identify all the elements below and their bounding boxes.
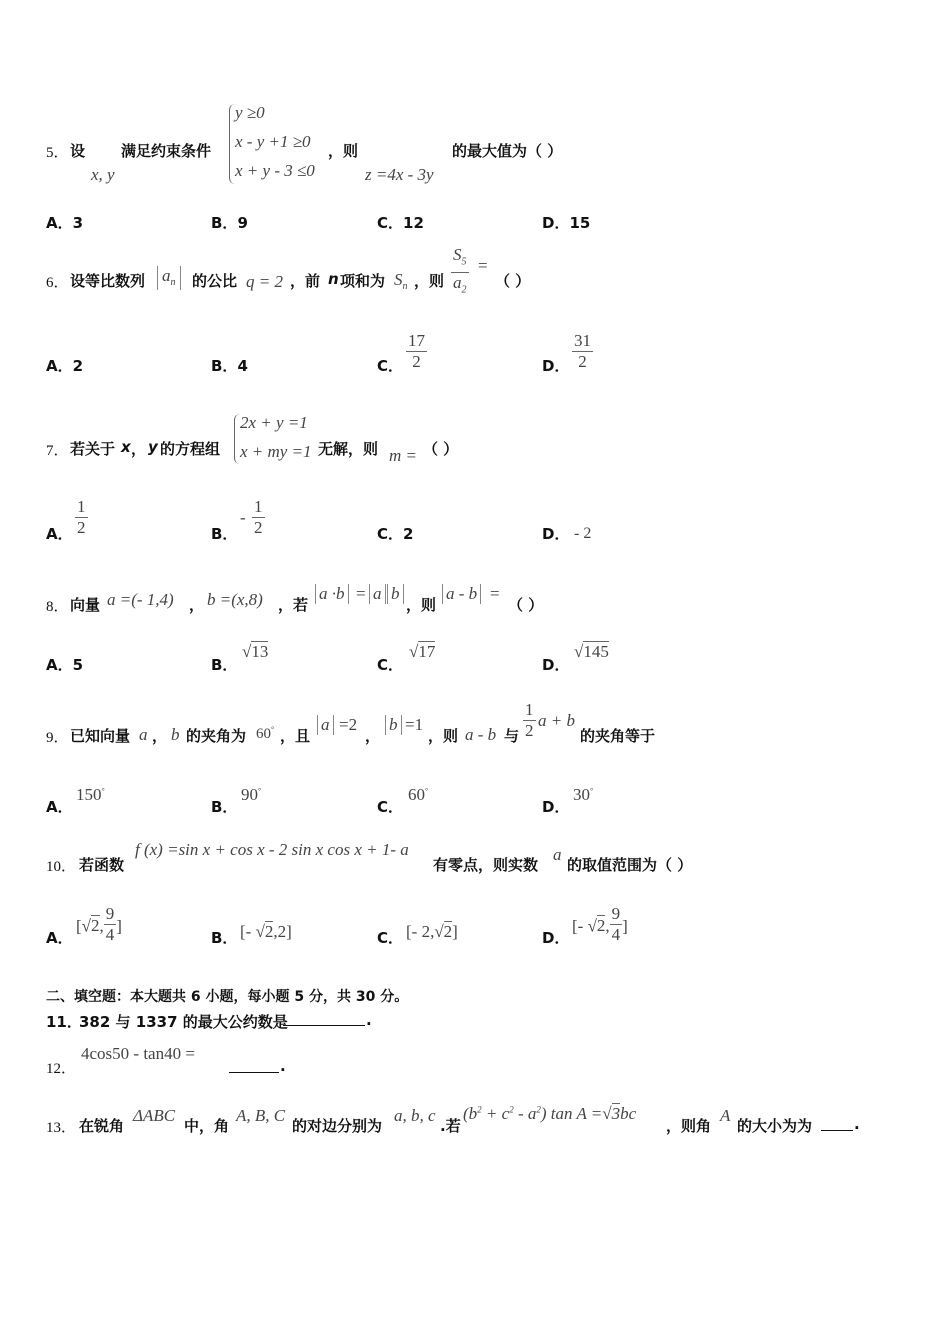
option-c[interactable]: C． bbox=[377, 798, 404, 816]
option-d[interactable]: D． bbox=[542, 656, 570, 674]
option-c[interactable]: C．2 bbox=[377, 525, 414, 543]
question-text: 无解，则 bbox=[318, 440, 379, 458]
equals: = bbox=[478, 256, 488, 275]
option-c[interactable]: C． bbox=[377, 656, 404, 674]
vector-a: a bbox=[139, 725, 148, 744]
option-a[interactable]: A． bbox=[46, 525, 73, 543]
option-c-interval: [- 2,√2] bbox=[406, 922, 458, 941]
question-text: 的夹角为 bbox=[186, 727, 247, 745]
equation-2: x + my =1 bbox=[240, 442, 312, 461]
option-a[interactable]: A．2 bbox=[46, 357, 84, 375]
question-number: 12． bbox=[46, 1061, 77, 1077]
vector-b: b bbox=[171, 725, 180, 744]
question-text: 有零点，则实数 bbox=[433, 856, 539, 874]
option-d[interactable]: D． bbox=[542, 357, 570, 375]
option-a-value: 150° bbox=[76, 785, 105, 804]
option-c[interactable]: C．12 bbox=[377, 214, 424, 232]
option-d-fraction: $\frac{31}{2}$ bbox=[574, 331, 591, 371]
norm-a: a bbox=[317, 715, 334, 735]
option-a[interactable]: A． bbox=[46, 798, 73, 816]
sides: a, b, c bbox=[394, 1106, 436, 1125]
option-c-sqrt: √17 bbox=[409, 642, 436, 661]
option-d[interactable]: D． bbox=[542, 525, 570, 543]
option-b[interactable]: B． bbox=[211, 525, 238, 543]
function-expression: f (x) =sin x + cos x - 2 sin x cos x + 1- a bbox=[135, 840, 409, 859]
option-c-fraction: $\frac{17}{2}$ bbox=[408, 331, 425, 371]
question-text: 在锐角 bbox=[79, 1117, 125, 1135]
option-d[interactable]: D． bbox=[542, 798, 570, 816]
equals: = bbox=[356, 584, 366, 603]
option-c-value: 60° bbox=[408, 785, 429, 804]
equals: = bbox=[490, 584, 500, 603]
norm-b: b bbox=[387, 584, 404, 604]
question-text: ， bbox=[131, 440, 147, 458]
question-text: ，前 bbox=[290, 272, 321, 290]
question-text: ， bbox=[365, 727, 381, 745]
option-b[interactable]: B． bbox=[211, 798, 238, 816]
norm-b: b bbox=[385, 715, 402, 735]
question-number: 13． bbox=[46, 1120, 77, 1136]
question-text: ，则 bbox=[328, 142, 359, 160]
question-text: 的对边分别为 bbox=[292, 1117, 383, 1135]
option-d-value: 30° bbox=[573, 785, 594, 804]
ratio-fraction: $\frac{S_5}{a_2}$ bbox=[453, 245, 467, 296]
norm-a-value: =2 bbox=[339, 715, 358, 734]
question-text: （ ） bbox=[423, 440, 459, 458]
option-b[interactable]: B．4 bbox=[211, 357, 248, 375]
answer-blank[interactable] bbox=[229, 1058, 279, 1073]
question-text: ， bbox=[152, 727, 168, 745]
question-text: x bbox=[121, 438, 131, 456]
option-d[interactable]: D．15 bbox=[542, 214, 591, 232]
option-a[interactable]: A．5 bbox=[46, 656, 84, 674]
option-b[interactable]: B． bbox=[211, 656, 238, 674]
partial-sum: $S_n$ bbox=[394, 270, 408, 293]
option-b-sqrt: √13 bbox=[242, 642, 269, 661]
condition-equation: $(b^2 + c^2 - a^2)$ tan A =√3bc bbox=[463, 1104, 637, 1123]
question-text: 的大小为为 bbox=[737, 1117, 813, 1135]
question-text: 的取值范围为（ ） bbox=[567, 856, 693, 874]
question-text: （ ） bbox=[495, 272, 531, 290]
option-c[interactable]: C． bbox=[377, 929, 404, 947]
option-d-sqrt: √145 bbox=[574, 642, 609, 661]
objective-function: z =4x - 3y bbox=[365, 165, 434, 184]
norm-b-value: =1 bbox=[405, 715, 424, 734]
vector-a: a =(- 1,4) bbox=[107, 590, 174, 609]
question-number: 5． bbox=[46, 145, 69, 161]
question-text: 382 与 1337 的最大公约数是 bbox=[79, 1013, 288, 1031]
question-text: 若函数 bbox=[79, 856, 125, 874]
option-a-interval: [√2, $\frac{9}{4}$ ] bbox=[76, 904, 122, 944]
question-number: 10． bbox=[46, 859, 77, 875]
option-b-fraction: $\frac{1}{2}$ bbox=[254, 497, 263, 537]
question-number: 7． bbox=[46, 443, 69, 459]
option-d-interval: [- √2, $\frac{9}{4}$ ] bbox=[572, 904, 628, 944]
question-text: . bbox=[280, 1057, 286, 1075]
question-text: 的公比 bbox=[192, 272, 238, 290]
option-a[interactable]: A．3 bbox=[46, 214, 84, 232]
parameter-a: a bbox=[553, 845, 562, 864]
question-text: . bbox=[366, 1011, 372, 1029]
option-c[interactable]: C． bbox=[377, 357, 404, 375]
equation-1: 2x + y =1 bbox=[240, 413, 308, 432]
option-b[interactable]: B．9 bbox=[211, 214, 248, 232]
vector-b: b =(x,8) bbox=[207, 590, 263, 609]
common-ratio: q = 2 bbox=[246, 272, 283, 291]
section-heading: 二、填空题：本大题共 6 小题，每小题 5 分，共 30 分。 bbox=[46, 989, 409, 1005]
question-text: 的夹角等于 bbox=[580, 727, 656, 745]
option-b[interactable]: B． bbox=[211, 929, 238, 947]
question-text: ，若 bbox=[278, 596, 309, 614]
question-text: 项和为 bbox=[340, 272, 386, 290]
question-number: 11． bbox=[46, 1013, 82, 1031]
angle-value: 60° bbox=[256, 725, 275, 742]
expression-1: a - b bbox=[465, 725, 497, 744]
option-b-interval: [- √2,2] bbox=[240, 922, 292, 941]
question-text: n bbox=[328, 270, 339, 288]
answer-blank[interactable] bbox=[821, 1116, 853, 1131]
question-text: ，则角 bbox=[666, 1117, 712, 1135]
option-b-value: 90° bbox=[241, 785, 262, 804]
dot-product-abs: a ·b bbox=[315, 584, 349, 604]
constraint-1: y ≥0 bbox=[235, 103, 265, 122]
half-fraction: $\frac{1}{2}$ bbox=[525, 700, 534, 740]
question-text: 中，角 bbox=[184, 1117, 230, 1135]
question-text: ，则 bbox=[414, 272, 445, 290]
question-text: （ ） bbox=[508, 596, 544, 614]
question-text: .若 bbox=[440, 1117, 461, 1135]
question-text: ，且 bbox=[280, 727, 311, 745]
answer-blank[interactable] bbox=[283, 1012, 365, 1026]
question-text: ， bbox=[189, 596, 205, 614]
norm-a: a bbox=[369, 584, 386, 604]
question-text: 向量 bbox=[70, 596, 101, 614]
angles: A, B, C bbox=[236, 1106, 286, 1125]
option-b-sign: - bbox=[240, 508, 246, 527]
question-text: 已知向量 bbox=[70, 727, 131, 745]
option-d[interactable]: D． bbox=[542, 929, 570, 947]
question-text: 的最大值为（ ） bbox=[452, 142, 563, 160]
question-number: 6． bbox=[46, 275, 69, 291]
math-expression: m = bbox=[389, 446, 417, 465]
constraint-3: x + y - 3 ≤0 bbox=[235, 161, 315, 180]
question-text: 设 bbox=[70, 142, 86, 160]
option-a[interactable]: A． bbox=[46, 929, 73, 947]
angle-a: A bbox=[720, 1106, 731, 1125]
sequence-set: $a_n$ bbox=[157, 266, 181, 290]
question-text: y bbox=[148, 438, 158, 456]
question-text: ，则 bbox=[406, 596, 437, 614]
question-text: . bbox=[854, 1115, 860, 1133]
math-expression: 4cos50 - tan40 = bbox=[81, 1044, 195, 1063]
question-text: 若关于 bbox=[70, 440, 116, 458]
option-d-value: - 2 bbox=[574, 525, 592, 542]
triangle: ΔABC bbox=[133, 1106, 176, 1125]
math-vars: x, y bbox=[91, 165, 115, 184]
question-number: 9． bbox=[46, 730, 69, 746]
question-text: 的方程组 bbox=[160, 440, 221, 458]
question-number: 8． bbox=[46, 599, 69, 615]
option-a-fraction: $\frac{1}{2}$ bbox=[77, 497, 86, 537]
norm-difference: a - b bbox=[442, 584, 481, 604]
question-text: 与 bbox=[504, 727, 520, 745]
question-text: 满足约束条件 bbox=[121, 142, 212, 160]
question-text: 设等比数列 bbox=[70, 272, 146, 290]
question-text: ，则 bbox=[428, 727, 459, 745]
expression-2: a + b bbox=[538, 711, 575, 730]
constraint-2: x - y +1 ≥0 bbox=[235, 132, 311, 151]
